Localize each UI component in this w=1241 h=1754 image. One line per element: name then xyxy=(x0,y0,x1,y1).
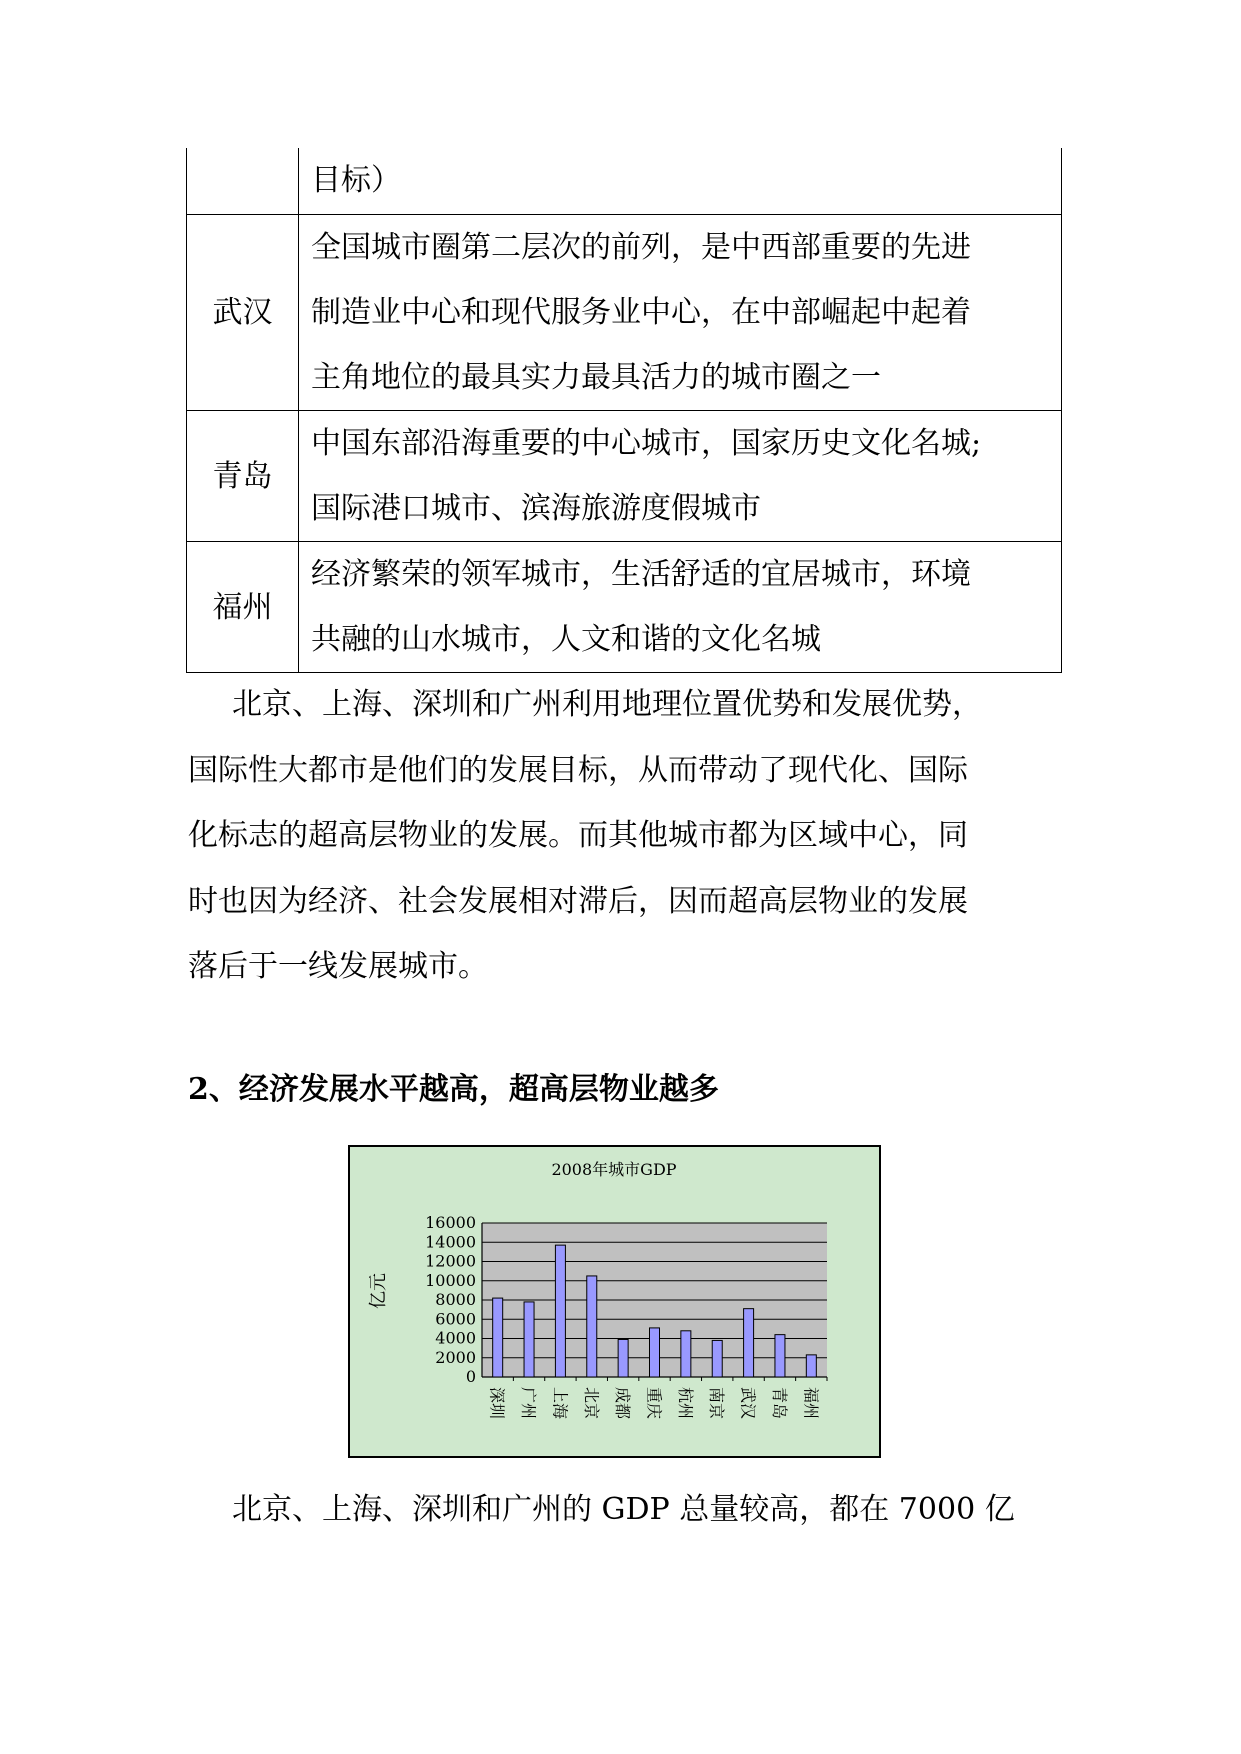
bar xyxy=(618,1339,628,1377)
y-tick-label: 16000 xyxy=(425,1213,476,1232)
city-name-cell xyxy=(187,148,299,215)
gdp-chart-svg xyxy=(350,1147,879,1456)
paragraph-major-cities xyxy=(188,672,1064,1000)
plot-area xyxy=(425,1213,827,1419)
y-tick-label: 10000 xyxy=(425,1270,476,1290)
bar xyxy=(650,1328,660,1377)
table-row xyxy=(187,542,1062,673)
paragraph-line: 北京、上海、深圳和广州利用地理位置优势和发展优势， xyxy=(232,687,982,722)
city-name-cell: 福州 xyxy=(187,542,299,673)
bar xyxy=(744,1309,754,1377)
x-tick-label: 上海 xyxy=(550,1387,570,1420)
y-tick-label: 12000 xyxy=(425,1251,476,1271)
city-name-cell: 青岛 xyxy=(187,411,299,542)
table-row xyxy=(187,411,1062,542)
y-tick-label: 2000 xyxy=(435,1347,476,1367)
desc-line: 经济繁荣的领军城市，生活舒适的宜居城市，环境 xyxy=(311,557,971,592)
x-tick-label: 深圳 xyxy=(487,1387,507,1420)
bar xyxy=(493,1298,503,1377)
city-desc-cell xyxy=(299,215,1062,411)
paragraph-line: 北京、上海、深圳和广州的 GDP 总量较高，都在 7000 亿 xyxy=(232,1492,1015,1527)
x-tick-label: 青岛 xyxy=(769,1387,789,1420)
y-tick-label: 0 xyxy=(465,1367,476,1386)
desc-line: 目标） xyxy=(311,163,401,198)
desc-line: 全国城市圈第二层次的前列，是中西部重要的先进 xyxy=(311,230,971,265)
desc-line: 国际港口城市、滨海旅游度假城市 xyxy=(311,491,761,526)
bar xyxy=(712,1340,722,1377)
desc-line: 共融的山水城市，人文和谐的文化名城 xyxy=(311,622,821,657)
bar xyxy=(775,1335,785,1377)
y-tick-label: 14000 xyxy=(425,1232,476,1252)
city-desc-cell xyxy=(299,148,1062,215)
gdp-chart xyxy=(348,1145,881,1458)
x-tick-label: 重庆 xyxy=(644,1387,664,1420)
paragraph-line: 落后于一线发展城市。 xyxy=(188,949,488,984)
bar xyxy=(524,1302,534,1377)
bar xyxy=(806,1355,816,1377)
bar xyxy=(681,1331,691,1377)
bar xyxy=(587,1276,597,1377)
y-tick-label: 6000 xyxy=(435,1309,476,1329)
x-tick-label: 福州 xyxy=(801,1387,821,1420)
x-tick-label: 武汉 xyxy=(738,1387,758,1420)
desc-line: 制造业中心和现代服务业中心，在中部崛起中起着 xyxy=(311,295,971,330)
y-tick-label: 4000 xyxy=(435,1328,476,1348)
x-tick-label: 广州 xyxy=(519,1387,539,1420)
section-heading: 2、经济发展水平越高，超高层物业越多 xyxy=(188,1072,719,1107)
paragraph-gdp xyxy=(188,1477,1064,1543)
desc-line: 主角地位的最具实力最具活力的城市圈之一 xyxy=(311,360,881,395)
y-tick-label: 8000 xyxy=(435,1290,476,1309)
table-row xyxy=(187,215,1062,411)
paragraph-line: 国际性大都市是他们的发展目标，从而带动了现代化、国际 xyxy=(188,752,968,788)
city-positioning-table xyxy=(186,148,1062,673)
desc-line: 中国东部沿海重要的中心城市，国家历史文化名城; xyxy=(311,426,982,461)
table-row xyxy=(187,148,1062,215)
city-desc-cell xyxy=(299,542,1062,673)
city-desc-cell xyxy=(299,411,1062,542)
x-tick-label: 成都 xyxy=(613,1387,633,1420)
paragraph-line: 时也因为经济、社会发展相对滞后，因而超高层物业的发展 xyxy=(188,883,968,919)
chart-title: 2008年城市GDP xyxy=(551,1160,677,1179)
x-tick-label: 杭州 xyxy=(675,1387,695,1420)
y-axis-label: 亿元 xyxy=(368,1273,389,1309)
city-name-cell: 武汉 xyxy=(187,215,299,411)
bar xyxy=(555,1245,565,1377)
x-tick-label: 南京 xyxy=(707,1387,727,1420)
paragraph-line: 化标志的超高层物业的发展。而其他城市都为区域中心，同 xyxy=(188,818,968,853)
x-tick-label: 北京 xyxy=(581,1387,601,1420)
